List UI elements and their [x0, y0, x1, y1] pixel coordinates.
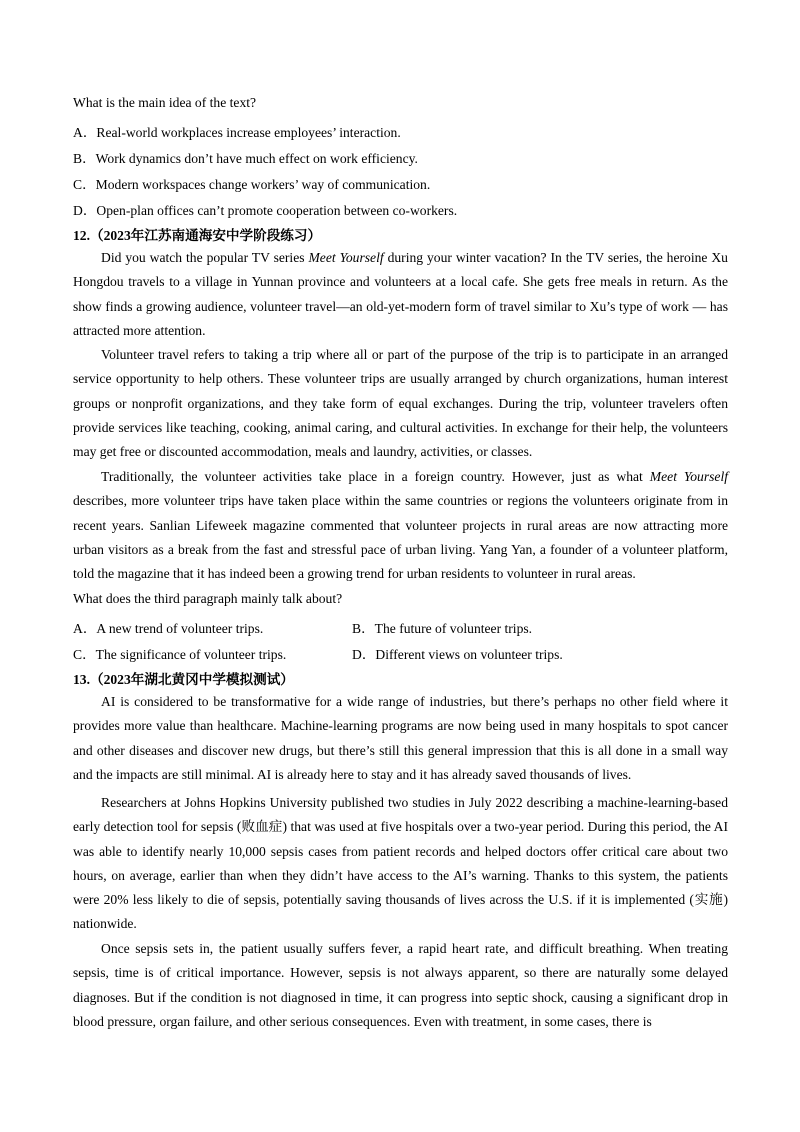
q13-paragraph-3: Once sepsis sets in, the patient usually suffers fever, a rapid heart rate, and difficult breathing. When treating sepsis, time is of critical importance. However, sepsis is not always apparent, so there are naturally some delayed diagnoses. But if the condition is not diagnosed in time, it can progress into septic shock, causing a significant drop in blood pressure, organ failure, and other serious consequences. Even with treatment, in some cases, there is — [73, 941, 728, 1029]
q11-question: What is the main idea of the text? — [73, 95, 257, 110]
q13-heading: 13.（2023年湖北黄冈中学模拟测试） — [73, 672, 294, 687]
q12-option-b: B．The future of volunteer trips. — [352, 621, 533, 636]
tv-series-title: Meet Yourself — [308, 250, 384, 265]
q11-option-d: D．Open-plan offices can’t promote cooperation between co-workers. — [73, 203, 458, 218]
q12-paragraph-3: Traditionally, the volunteer activities take place in a foreign country. However, just as what Meet Yourself describes, more volunteer trips have taken place within the same countries or regions the volunteers originate from in recent years. Sanlian Lifeweek magazine commented that volunteer projects in rural areas are now attracting more urban visitors as a break from the fast and stressful pace of urban living. Yang Yan, a founder of a volunteer platform, told the magazine that it has indeed been a growing trend for urban residents to volunteer in rural areas. — [73, 469, 729, 582]
q12-option-c: C．The significance of volunteer trips. — [73, 647, 287, 662]
q13-paragraph-2: Researchers at Johns Hopkins University published two studies in July 2022 describing a machine-learning-based early detection tool for sepsis (败血症) that was used at five hospitals over a two-year period. During this period, the AI was able to identify nearly 10,000 sepsis cases from patient records and helped doctors offer critical care about two hours, on average, earlier than when they didn’t have access to the AI’s warning. Thanks to this system, the patients were 20% less likely to die of sepsis, potentially saving thousands of lives across the U.S. if it is implemented (实施) nationwide. — [73, 795, 728, 932]
q12-option-a: A．A new trend of volunteer trips. — [73, 621, 264, 636]
q11-option-b: B．Work dynamics don’t have much effect on work efficiency. — [73, 151, 418, 166]
q12-paragraph-1: Did you watch the popular TV series Meet Yourself during your winter vacation? In the TV series, the heroine Xu Hongdou travels to a village in Yunnan province and volunteers at a local cafe. She gets free meals in return. As the show finds a growing audience, volunteer travel—an old-yet-modern form of travel similar to Xu’s type of work — has attracted more attention. — [73, 250, 728, 338]
q12-option-d: D．Different views on volunteer trips. — [352, 647, 563, 662]
q11-option-c: C．Modern workspaces change workers’ way of communication. — [73, 177, 431, 192]
q12-question: What does the third paragraph mainly talk about? — [73, 591, 343, 606]
q13-paragraph-1: AI is considered to be transformative for a wide range of industries, but there’s perhaps no other field where it provides more value than healthcare. Machine-learning programs are now being used in many hospitals to spot cancer and other diseases and discover new drugs, but there’s still this general impression that this is all done in a small way and the impacts are still minimal. AI is already here to stay and it has already saved thousands of lives. — [73, 694, 728, 782]
q12-heading: 12.（2023年江苏南通海安中学阶段练习） — [73, 228, 322, 243]
q11-option-a: A．Real-world workplaces increase employees’ interaction. — [73, 125, 401, 140]
tv-series-title: Meet Yourself — [649, 469, 729, 484]
q12-paragraph-2: Volunteer travel refers to taking a trip where all or part of the purpose of the trip is to participate in an arranged service opportunity to help others. These volunteer trips are usually arranged by church organizations, human interest groups or nonprofit organizations, and they take form of equal exchanges. During the trip, volunteer travelers often provide services like teaching, cooking, animal caring, and cultural activities. In exchange for their help, the volunteers may get free or discounted accommodation, meals and laundry, activities, or classes. — [73, 347, 728, 460]
